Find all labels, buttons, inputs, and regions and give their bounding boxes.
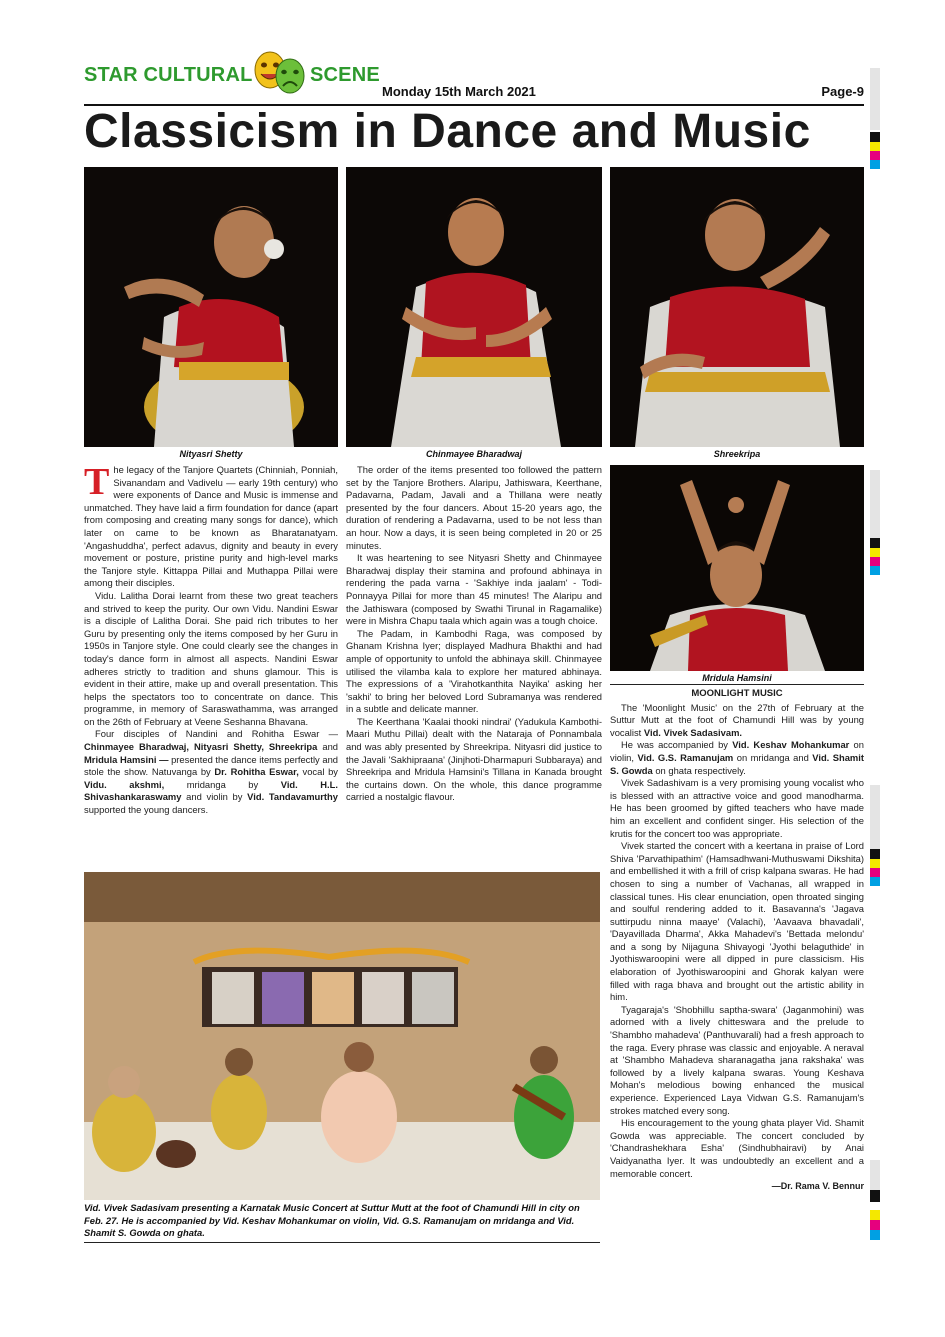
dancer-photo-shreekripa	[610, 167, 864, 447]
registration-black	[870, 132, 880, 142]
page-number: Page-9	[821, 84, 864, 99]
registration-yellow	[870, 142, 880, 151]
registration-cyan	[870, 877, 880, 886]
registration-magenta	[870, 557, 880, 566]
registration-bar	[870, 1160, 880, 1190]
registration-black	[870, 1190, 880, 1202]
registration-magenta	[870, 1220, 880, 1230]
photo-caption: Mridula Hamsini	[702, 673, 772, 683]
drop-cap: T	[84, 461, 110, 503]
article-paragraph: Vivek Sadashivam is a very promising young vocalist who is blessed with an attractive voice and good manodharma. He has been groomed by gifted teachers who have made him an excellent and confident singer. His selection of the krutis for the concert too was appropriate.	[610, 777, 864, 839]
section-subhead: MOONLIGHT MUSIC	[691, 688, 783, 699]
article-paragraph: His encouragement to the young ghata player Vid. Shamit Gowda was appreciable. The concert concluded by 'Chandrashekhara Esha' (Sindhubhairavi) by Anai Vaidyanatha Iyer. It was undoubtedly an excellent and a memorable concert.	[610, 1117, 864, 1179]
photo-caption: Chinmayee Bharadwaj	[425, 449, 523, 459]
registration-black	[870, 849, 880, 859]
registration-cyan	[870, 1230, 880, 1240]
article-paragraph: Tyagaraja's 'Shobhillu saptha-swara' (Jaganmohini) was adorned with a lively chitteswara and the prelude to 'Shambho mahadeva' (Panthuvarali) had a fresh approach to the raga. Every phrase was classic and enjoyable. A neraval at 'Shambho Mahadeva sharanagatha jana rakshaka' was followed by a lively kalpana swaras. Young Keshava Mohan's melodious bowing enhanced the musical experience. Experienced Laya Vidwan G.S. Ramanujam's strokes matched every song.	[610, 1003, 864, 1116]
article-column-1	[84, 461, 339, 817]
article-paragraph: The 'Moonlight Music' on the 27th of February at the Suttur Mutt at the foot of Chamundi Hill was by young vocalist Vid. Vivek Sadasivam.	[610, 701, 864, 738]
photo-caption: Shreekripa	[713, 449, 761, 459]
article-paragraph: The Keerthana 'Kaalai thooki nindrai' (Yadukula Kambothi-Maari Muthu Pillai) dealt with the Nataraja of Ponnambala and was ably presented by Shreekripa. Nityasri did justice to the Javali 'Sakhipraana' (Jinjhoti-Dharmapuri Subbaraya) and Shreekripa and Mridula Hamsini's Tillana in Kanada brought the curtains down. On the whole, this dance programme carried a nostalgic flavour.	[346, 715, 602, 803]
photo-caption: Nityasri Shetty	[179, 449, 243, 459]
registration-bar	[870, 68, 880, 130]
concert-photo	[84, 872, 600, 1200]
article-paragraph: The Padam, in Kambodhi Raga, was composed by Ghanam Krishna Iyer; displayed Madhura Bhakthi and had ample of opportunity to unfold the abhinaya skill. Chinmayee utilised the vilamba kala to explore her matured abhinaya. The expressions of a 'Virahotkanthita Nayika' asking her 'sakhi' to bring her beloved Lord Subramanya was rendered in a subtle and delicate manner.	[346, 627, 602, 715]
article-column-3	[610, 688, 864, 1193]
registration-black	[870, 538, 880, 548]
caption-rule	[610, 684, 864, 685]
caption-rule	[84, 1242, 600, 1243]
registration-cyan	[870, 566, 880, 575]
registration-yellow	[870, 859, 880, 868]
registration-magenta	[870, 151, 880, 160]
article-paragraph: Four disciples of Nandini and Rohitha Eswar — Chinmayee Bharadwaj, Nityasri Shetty, Shreekripa and Mridula Hamsini — presented the dance items perfectly and stole the show. Natuvanga by Dr. Rohitha Eswar, vocal by Vidu. akshmi, mridanga by Vid. H.L. Shivashankaraswamy and violin by Vid. Tandavamurthy supported the young dancers.	[84, 728, 339, 816]
article-paragraph: He was accompanied by Vid. Keshav Mohankumar on violin, Vid. G.S. Ramanujam on mridanga and Vid. Shamit S. Gowda on ghata respectively.	[610, 739, 864, 776]
issue-date: Monday 15th March 2021	[382, 84, 536, 99]
registration-magenta	[870, 868, 880, 877]
theatre-masks-icon	[248, 48, 312, 98]
article-column-2	[346, 464, 602, 804]
author-byline: —Dr. Rama V. Bennur	[771, 1181, 864, 1192]
brand-name-left: STAR CULTURAL	[84, 64, 253, 86]
dancer-photo-chinmayee	[346, 167, 602, 447]
registration-yellow	[870, 548, 880, 557]
concert-photo-caption: Vid. Vivek Sadasivam presenting a Karnatak Music Concert at Suttur Mutt at the foot of Chamundi Hill in city on Feb. 27. He is accompanied by Vid. Keshav Mohankumar on violin, Vid. G.S. Ramanujam on mridanga and Vid. Shamit S. Gowda on ghata.	[84, 1202, 580, 1239]
registration-yellow	[870, 1210, 880, 1220]
masthead	[84, 46, 864, 106]
article-paragraph: Vivek started the concert with a keertana in praise of Lord Shiva 'Parvathipathim' (Hamsadhwani-Muthuswami Dikshita) and embellished it with a frill of crisp kalpana swaras. He had chosen to sing a number of Vachanas, all wrapped in classical tunes. His clear enunciation, open throated singing and soulful rendering added to it. Basavanna's 'Jagava suttirpudu ninna maaye' (Valachi), 'Aavaava bhavadali', 'Dayavillada Dharma', Akka Mahadevi's 'Bettada melondu' and a song by Nijaguna Shivayogi 'Jyothi belaguthide' in Jyothiswaroopini were all dipped in pure classicism. His elaboration of Jyothiswaroopini and Ghorak kalyan were filled with raga bhava and brought out the artistic ability in him.	[610, 840, 864, 1003]
article-paragraph: The legacy of the Tanjore Quartets (Chinniah, Ponniah, Sivanandam and Vadivelu — early 19th century) who were exponents of Dance and Music is immense and unmatched. They have laid a firm foundation for dance (apart from composing and creating many songs for dance), which later on came to be known as Bharatanatyam. 'Angashuddha', perfect adavus, dignity and beauty in every movement or posture, pristine purity and high-level marks the Tanjore style. Kittappa Pillai and Muthappa Pillai were among their disciples.	[84, 461, 338, 589]
registration-cyan	[870, 160, 880, 169]
dancer-photo-nityasri	[84, 167, 338, 447]
headline: Classicism in Dance and Music	[84, 105, 811, 158]
article-paragraph: Vidu. Lalitha Dorai learnt from these two great teachers and strived to keep the purity. Our own Vidu. Nandini Eswar is a disciple of Lalitha Dorai. She paid rich tributes to her Guru by presenting only the items composed by her Guru in 1950s in Tanjore style. One could clearly see the changes in today's dance form in almost all aspects. Nandini Eswar adheres strictly to tradition and shuns glamour. This is evident in their attire, make up and overall presentation. This helps the spectators too to concentrate on dance. This programme, in memory of Saraswathamma, was arranged on the 26th of February at Veene Seshanna Bhavana.	[84, 589, 338, 727]
article-paragraph: The order of the items presented too followed the pattern set by the Tanjore Brothers. Alaripu, Jathiswara, Keerthane, Padavarna, Padam, Javali and a Thillana were neatly presented by the four dancers. About 15-20 years ago, the duration of rendering a Padavarna, used to be not less than an hour. Now a days, it is seen being completed in 20 or 25 minutes.	[346, 464, 602, 551]
registration-bar	[870, 470, 880, 538]
article-paragraph: It was heartening to see Nityasri Shetty and Chinmayee Bharadwaj display their stamina and profound abhinaya in rendering the pada varna - 'Sakhiye inda jaalam' - Todi-Ponnayya Pillai for more than 45 minutes! The Alaripu and the Jathiswara (composed by Swathi Tirunal in Ragamalike) were in Mishra Chapu taala which again was a tough choice.	[346, 552, 602, 627]
brand-name-right: SCENE	[310, 64, 380, 86]
dancer-photo-mridula	[610, 465, 864, 671]
registration-bar	[870, 785, 880, 849]
